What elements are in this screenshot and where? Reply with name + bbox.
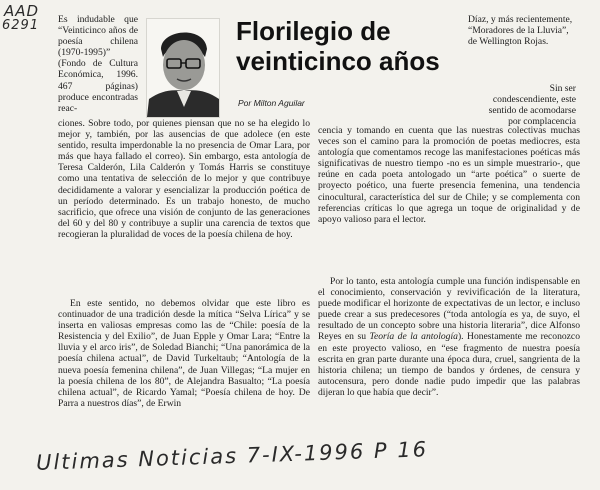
right-top2-text: Sin ser condescendiente, este sentido de acomodarse por complacencia xyxy=(488,83,576,128)
byline: Por Milton Aguilar xyxy=(238,98,305,108)
book-title-italic: Teoría de la antología xyxy=(369,331,458,343)
left-p1-text: ciones. Sobre todo, por quienes piensan que no se ha elegido lo mejor y, también, por las ausencias de que adolece (en este sentido, resulta imperdonable la no presencia de Omar Lara, por más que haya fallado el correo). Sin embargo, esta antología de Teresa Calderón, Lila Calderón y Tomás Harris se constituye como una tentativa de selección de lo mejor y que contribuye decididamente a valorar y esencializar la producción poética de un período determinado. Es un trabajo honesto, de mucho sacrificio, que ofrece una visión de conjunto de las generaciones del 60 y del 80 y contribuye a suplir una carencia de textos que recogieran la pluralidad de voces de la poesía chilena de hoy. xyxy=(58,118,310,240)
right-p2-text-b: ). Honestamente me reconozco en este proyecto valioso, en “ese fragmento de nuestra poesía escrita en gran parte durante una época dura, cruel, sangrienta de la historia chilena; un tiempo de bandos y órdenes, de censura y autocensura, pero donde nadie pudo impedir que las palabras dijeran lo que había que decir”. xyxy=(318,331,580,398)
title-line-2: veinticinco años xyxy=(236,46,440,76)
left-column-paragraph-1 xyxy=(58,118,310,240)
article-title xyxy=(236,16,440,76)
right-column-paragraph-2 xyxy=(318,276,580,398)
author-photo xyxy=(146,18,220,118)
right-p1-text: cencia y tomando en cuenta que las nuestras colectivas muchas veces son el camino para la promoción de poetas mediocres, esta antología que comentamos recoge las manifestaciones poéticas más significativas de nuestro tiempo -no es un simple muestrario-, que reúne en cada poeta antologado un “arte poética” o suerte de proyecto poético, una fuerte presencia femenina, una tendencia cinocultural, característica del sur de Chile; y se complementa con referencias críticas lo que agrega un toque de originalidad y de apoyo valioso para el lector. xyxy=(318,125,580,225)
title-line-1: Florilegio de xyxy=(236,16,391,46)
right-p2-paragraph xyxy=(318,276,580,398)
right-p2-text-a: Por lo tanto, esta antología cumple una función indispensable en el conocimiento, conservación y revivificación de la literatura, puede modificar el horizonte de expectativas de un lector, e incluso puede crear a sus predecesores (“toda antología es ya, de suyo, el resultado de un concepto sobre una historia literaria”, dice Alfonso Reyes en su xyxy=(318,276,580,343)
author-portrait-image xyxy=(147,19,219,117)
handwritten-source-note: Ultimas Noticias 7-IX-1996 P 16 xyxy=(35,437,429,475)
handwritten-code-top: AAD xyxy=(4,2,40,20)
handwritten-code-side: 6291 xyxy=(2,18,40,33)
right-top-paragraph xyxy=(468,14,576,47)
intro-paragraph xyxy=(58,14,138,114)
right-top-text: Díaz, y más recientemente, “Moradores de la Lluvia”, de Wellington Rojas. xyxy=(468,14,573,48)
right-top-paragraph-2 xyxy=(484,83,576,127)
left-column-paragraph-2 xyxy=(58,298,310,409)
left-p2-text: En este sentido, no debemos olvidar que este libro es continuador de una tradición desde la mítica “Selva Lírica” y se inserta en valiosas empresas como las de “Chile: poesía de la Resistencia y del Exilio”, de Juan Epple y Omar Lara; “Entre la lluvia y el arco iris”, de Soledad Bianchi; “Una panorámica de la poesía chilena actual”, de David Turkeltaub; “Antología de la nueva poesía femenina chilena”, de Juan Villegas; “La mujer en la poesía chilena de los 80”, de Alejandra Basualto; “La poesía chilena actual”, de Ricardo Yamal; “Poesía chilena de hoy. De Parra a nuestros días”, de Erwin xyxy=(58,298,310,409)
intro-text: Es indudable que “Veinticinco años de poesía chilena (1970-1995)” (Fondo de Cultura Económica, 1996. 467 páginas) produce encontradas reac- xyxy=(58,14,138,114)
right-column-paragraph-1 xyxy=(318,125,580,225)
